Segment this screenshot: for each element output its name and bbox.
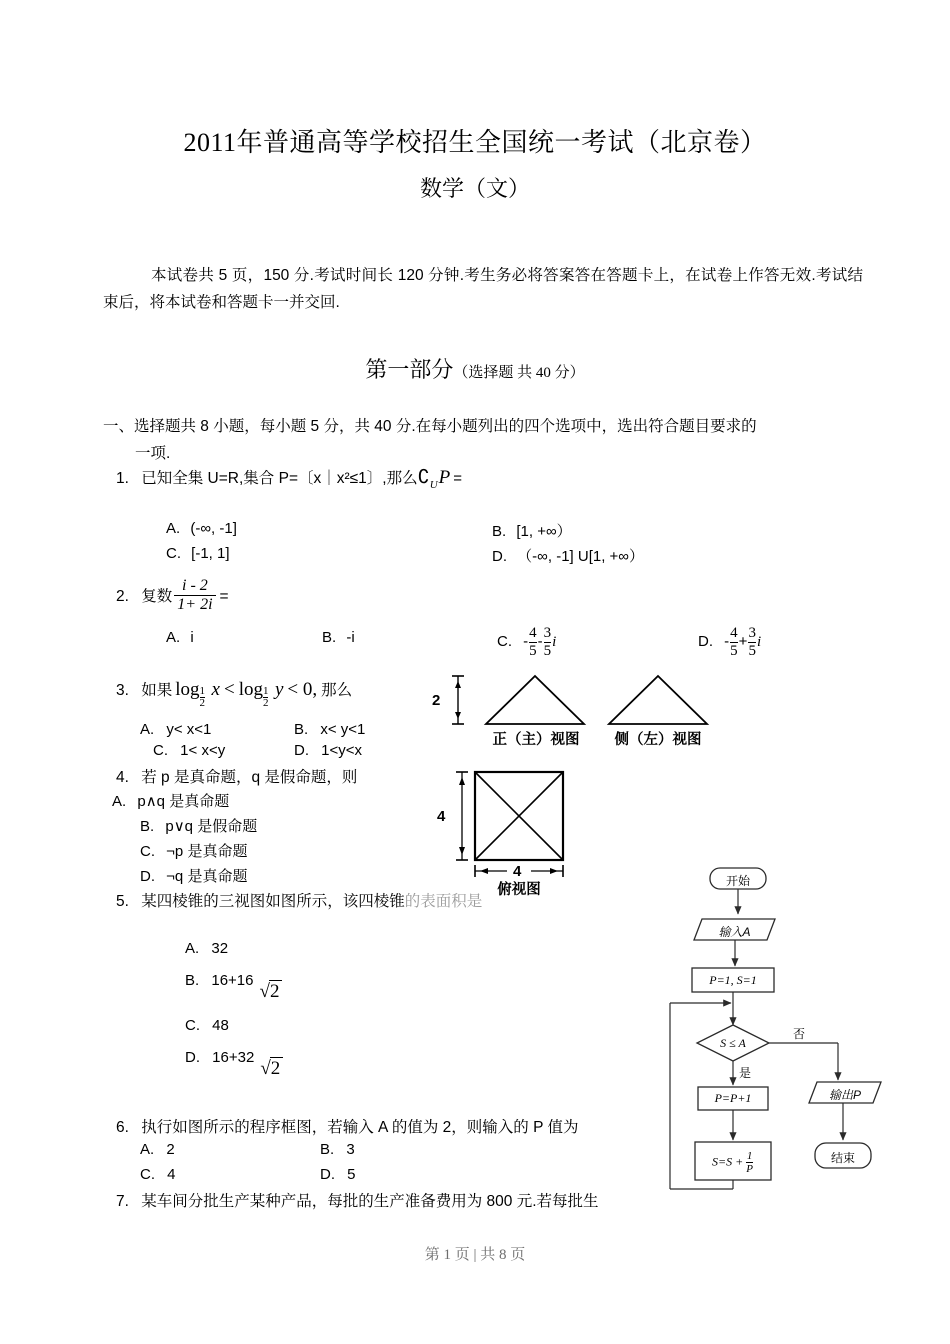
question-6-stem bbox=[116, 1116, 578, 1140]
option-text: ¬p 是真命题 bbox=[166, 843, 248, 860]
option-fraction-2 bbox=[544, 625, 552, 659]
option-label: C. bbox=[153, 742, 168, 759]
arrow-head-down bbox=[455, 712, 461, 719]
option-label: B. bbox=[185, 972, 200, 989]
question-3-stem bbox=[116, 678, 353, 710]
question-3-text-post: 那么 bbox=[321, 682, 353, 699]
section-one-line2: 一项. bbox=[135, 445, 171, 462]
imaginary-unit: i bbox=[756, 633, 762, 650]
log-base bbox=[263, 686, 269, 710]
fraction-denominator: P bbox=[746, 1163, 753, 1176]
question-1-stem bbox=[116, 466, 462, 497]
option-text: y< x<1 bbox=[166, 721, 212, 738]
radicand: 2 bbox=[270, 1057, 284, 1080]
log-symbol: log bbox=[238, 679, 263, 700]
section-one-line1: 一、选择题共 8 小题，每小题 5 分，共 40 分.在每小题列出的四个选项中，选出符合题目要求的 bbox=[103, 418, 757, 435]
option-label: D. bbox=[320, 1166, 335, 1183]
question-7-number: 7. bbox=[116, 1193, 129, 1210]
option-text: 5 bbox=[347, 1166, 356, 1183]
question-5-option-d bbox=[185, 1045, 281, 1079]
option-label: B. bbox=[294, 721, 309, 738]
question-4-stem bbox=[116, 766, 357, 790]
flowchart-increment-label: P=P+1 bbox=[714, 1091, 752, 1105]
program-flowchart bbox=[665, 862, 950, 1192]
base-numerator: 1 bbox=[262, 684, 269, 697]
option-label: C. bbox=[140, 843, 155, 860]
complement-subscript: U bbox=[429, 478, 438, 491]
question-3-text-pre: 如果 bbox=[141, 682, 173, 699]
option-label: A. bbox=[140, 1141, 155, 1158]
fraction-numerator: 3 bbox=[748, 625, 756, 641]
side-view-triangle bbox=[609, 676, 707, 724]
top-view-figure bbox=[425, 768, 625, 898]
option-label: B. bbox=[492, 523, 507, 540]
option-text: 2 bbox=[166, 1141, 175, 1158]
front-view-label: 正（主）视图 bbox=[492, 732, 580, 748]
part-one-heading bbox=[0, 353, 950, 384]
option-text: x< y<1 bbox=[320, 721, 366, 738]
option-text: （-∞, -1] U[1, +∞） bbox=[517, 548, 644, 565]
option-label: D. bbox=[698, 632, 713, 650]
square-root-icon: √2 bbox=[258, 1057, 283, 1080]
option-sign: - bbox=[724, 632, 730, 650]
fraction-numerator: i - 2 bbox=[182, 577, 208, 594]
fraction-denominator: 1+ 2i bbox=[174, 595, 215, 614]
question-6-text: 执行如图所示的程序框图，若输入 A 的值为 2，则输入的 P 值为 bbox=[141, 1119, 579, 1136]
question-5-stem bbox=[116, 890, 482, 914]
option-text: ¬q 是真命题 bbox=[166, 868, 248, 885]
option-label: A. bbox=[112, 793, 127, 810]
option-text: (-∞, -1] bbox=[190, 520, 237, 537]
question-2-option-c bbox=[497, 625, 556, 659]
log-variable-2: y bbox=[274, 679, 284, 700]
complex-fraction bbox=[174, 577, 215, 615]
option-sign: - bbox=[523, 632, 529, 650]
page-footer: 第 1 页 | 共 8 页 bbox=[424, 1247, 526, 1263]
option-label: D. bbox=[185, 1049, 200, 1066]
question-6-option-d bbox=[320, 1166, 356, 1183]
option-label: B. bbox=[320, 1141, 335, 1158]
complement-notation bbox=[418, 466, 462, 497]
relation-2: < 0, bbox=[287, 679, 318, 700]
flowchart-accumulate-label bbox=[695, 1150, 771, 1175]
question-5-option-a bbox=[185, 940, 228, 957]
question-2-number: 2. bbox=[116, 587, 129, 605]
question-3-option-a bbox=[140, 721, 211, 738]
option-text: [1, +∞） bbox=[516, 523, 572, 540]
log-symbol: log bbox=[175, 679, 200, 700]
option-text: 32 bbox=[211, 940, 229, 957]
option-text: 1<y<x bbox=[321, 742, 363, 759]
option-text: 3 bbox=[346, 1141, 355, 1158]
arrow-head-up bbox=[459, 777, 465, 785]
fraction-denominator: 5 bbox=[543, 642, 552, 659]
arrow-head-up bbox=[455, 681, 461, 688]
question-7-text: 某车间分批生产某种产品，每批的生产准备费用为 800 元.若每批生 bbox=[141, 1193, 599, 1210]
option-text: 1< x<y bbox=[180, 742, 226, 759]
flowchart-svg bbox=[665, 862, 950, 1192]
accumulate-expression: S=S + bbox=[712, 1154, 744, 1169]
log-variable-1: x bbox=[211, 679, 220, 700]
flowchart-condition-label: S ≤ A bbox=[720, 1036, 746, 1050]
question-2-option-d bbox=[698, 625, 761, 659]
flowchart-end-label: 结束 bbox=[830, 1151, 855, 1165]
question-4-option-c bbox=[140, 840, 247, 861]
fraction-numerator: 3 bbox=[543, 625, 552, 641]
option-fraction-1 bbox=[529, 625, 537, 659]
fraction-numerator: 1 bbox=[746, 1150, 753, 1162]
question-3-number: 3. bbox=[116, 682, 129, 699]
log-base bbox=[200, 686, 206, 710]
question-4-option-d bbox=[140, 865, 247, 886]
complement-set: P bbox=[438, 467, 451, 488]
option-label: A. bbox=[166, 629, 181, 646]
fraction-denominator: 5 bbox=[730, 642, 738, 659]
option-text: 4 bbox=[167, 1166, 176, 1183]
flowchart-output-label: 输出P bbox=[828, 1088, 861, 1102]
question-2-option-a bbox=[166, 629, 194, 646]
base-denominator: 2 bbox=[199, 697, 206, 710]
question-1-number: 1. bbox=[116, 470, 129, 487]
option-operator: - bbox=[537, 632, 543, 650]
option-label: C. bbox=[140, 1166, 155, 1183]
option-text: 16+16 bbox=[211, 972, 254, 989]
question-4-option-a bbox=[112, 790, 229, 811]
option-label: C. bbox=[497, 632, 512, 650]
top-view-height-label: 4 bbox=[437, 808, 446, 825]
option-label: D. bbox=[492, 548, 507, 565]
question-2-equals: = bbox=[219, 587, 229, 605]
question-1-option-d bbox=[492, 545, 644, 566]
top-view-svg bbox=[425, 768, 625, 893]
option-text: i bbox=[190, 629, 194, 646]
option-label: B. bbox=[140, 818, 155, 835]
top-view-width-label: 4 bbox=[513, 863, 522, 880]
top-view-label: 俯视图 bbox=[497, 882, 541, 898]
option-label: D. bbox=[140, 868, 155, 885]
question-5-text-faded: 的表面积是 bbox=[404, 893, 483, 910]
option-text: p∧q 是真命题 bbox=[137, 793, 230, 810]
option-text: 16+32 bbox=[212, 1049, 255, 1066]
part-one-title: 第一部分 bbox=[365, 357, 454, 382]
option-label: B. bbox=[322, 629, 337, 646]
base-denominator: 2 bbox=[262, 697, 269, 710]
three-views-figure-top bbox=[425, 668, 715, 768]
question-7-stem bbox=[116, 1190, 599, 1214]
option-fraction-1 bbox=[730, 625, 738, 659]
option-label: C. bbox=[185, 1017, 200, 1034]
question-1-text: 已知全集 U=R,集合 P=〔x｜x²≤1〕,那么 bbox=[141, 470, 418, 487]
question-6-option-a bbox=[140, 1141, 175, 1158]
question-4-text: 若 p 是真命题，q 是假命题，则 bbox=[141, 769, 358, 786]
option-operator: + bbox=[738, 632, 748, 650]
three-views-svg bbox=[425, 668, 715, 768]
option-fraction-2 bbox=[748, 625, 756, 659]
question-6-number: 6. bbox=[116, 1119, 129, 1136]
question-5-number: 5. bbox=[116, 893, 129, 910]
flowchart-yes-label: 是 bbox=[739, 1066, 752, 1080]
part-one-note: （选择题 共 40 分） bbox=[453, 365, 585, 381]
question-1-option-a bbox=[166, 520, 237, 537]
page-subtitle: 数学（文） bbox=[419, 176, 530, 201]
option-text: 48 bbox=[212, 1017, 229, 1034]
option-text: p∨q 是假命题 bbox=[165, 818, 258, 835]
imaginary-unit: i bbox=[552, 633, 557, 650]
option-text: -i bbox=[346, 629, 355, 646]
accumulate-fraction bbox=[746, 1150, 753, 1175]
question-2-text: 复数 bbox=[141, 587, 173, 605]
fraction-numerator: 4 bbox=[730, 625, 738, 641]
log-expression-1 bbox=[175, 678, 206, 710]
option-label: A. bbox=[166, 520, 181, 537]
exam-instructions: 本试卷共 5 页，150 分.考试时间长 120 分钟.考生务必将答案答在答题卡上，在试卷上作答无效.考试结束后，将本试卷和答题卡一并交回. bbox=[103, 267, 863, 311]
base-numerator: 1 bbox=[199, 684, 206, 697]
height-dimension-label: 2 bbox=[432, 692, 441, 709]
option-label: A. bbox=[140, 721, 155, 738]
square-root-icon: √2 bbox=[258, 980, 283, 1003]
question-6-option-b bbox=[320, 1141, 355, 1158]
arrow-head-right bbox=[550, 868, 558, 874]
flowchart-input-label: 输入A bbox=[718, 925, 751, 939]
complement-equals: = bbox=[453, 470, 463, 487]
page-title: 2011年普通高等学校招生全国统一考试（北京卷） bbox=[183, 128, 767, 157]
flowchart-start-label: 开始 bbox=[725, 874, 750, 888]
flowchart-init-label: P=1, S=1 bbox=[709, 973, 757, 987]
fraction-numerator: 4 bbox=[529, 625, 537, 641]
question-3-option-c bbox=[153, 742, 225, 759]
fraction-denominator: 5 bbox=[529, 642, 537, 659]
option-label: D. bbox=[294, 742, 309, 759]
radicand: 2 bbox=[269, 980, 283, 1003]
question-5-option-c bbox=[185, 1017, 229, 1034]
question-3-option-d bbox=[294, 742, 362, 759]
question-2-option-b bbox=[322, 629, 355, 646]
question-5-option-b bbox=[185, 968, 280, 1002]
option-label: C. bbox=[166, 545, 181, 562]
side-view-label: 侧（左）视图 bbox=[614, 732, 702, 748]
question-6-option-c bbox=[140, 1166, 176, 1183]
section-one-instructions bbox=[103, 413, 865, 467]
arrow-head-down bbox=[459, 847, 465, 855]
question-2-stem bbox=[116, 578, 229, 616]
question-4-number: 4. bbox=[116, 769, 129, 786]
option-label: A. bbox=[185, 940, 200, 957]
relation-1: < bbox=[223, 679, 235, 700]
option-text: [-1, 1] bbox=[191, 545, 230, 562]
question-4-option-b bbox=[140, 815, 257, 836]
question-1-option-b bbox=[492, 520, 572, 541]
arrow-head-left bbox=[480, 868, 488, 874]
fraction-denominator: 5 bbox=[748, 642, 756, 659]
question-5-text: 某四棱锥的三视图如图所示，该四棱锥 bbox=[141, 893, 405, 910]
question-3-option-b bbox=[294, 721, 365, 738]
front-view-triangle bbox=[486, 676, 584, 724]
question-1-option-c bbox=[166, 545, 230, 562]
flowchart-no-label: 否 bbox=[793, 1027, 806, 1041]
complement-symbol: ∁ bbox=[417, 467, 430, 488]
log-expression-2 bbox=[238, 678, 269, 710]
